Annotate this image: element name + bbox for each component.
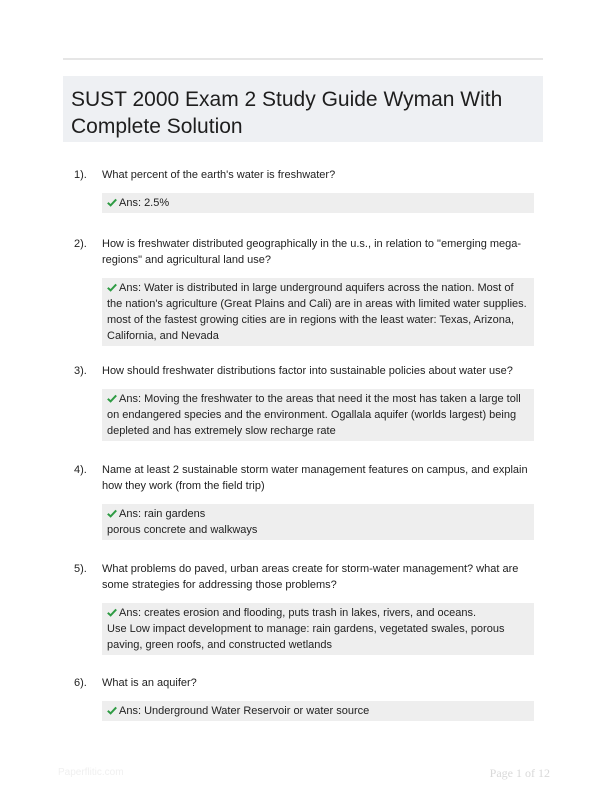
- page-title: SUST 2000 Exam 2 Study Guide Wyman With Complete Solution: [71, 88, 503, 138]
- question-item: [74, 363, 544, 441]
- answer-line: Ans: Underground Water Reservoir or water source: [107, 703, 529, 719]
- top-divider: [63, 58, 543, 60]
- question-text: Name at least 2 sustainable storm water management features on campus, and explain how they work (from the field trip): [102, 464, 528, 492]
- answer-line: Ans: creates erosion and flooding, puts trash in lakes, rivers, and oceans.: [107, 605, 529, 621]
- check-icon: [107, 509, 117, 518]
- question-text: What is an aquifer?: [102, 677, 197, 689]
- answer-line: Ans: 2.5%: [107, 195, 529, 211]
- answer-line: porous concrete and walkways: [107, 524, 258, 536]
- question-text: What problems do paved, urban areas create for storm-water management? what are some strategies for addressing those problems?: [102, 563, 519, 591]
- question-number: 1).: [74, 169, 87, 181]
- question-text: How is freshwater distributed geographically in the u.s., in relation to "emerging mega-regions" and agricultural land use?: [102, 238, 522, 266]
- answer-box: [102, 603, 534, 655]
- question-number: 6).: [74, 677, 87, 689]
- question-item: [74, 462, 544, 540]
- answer-line: Ans: rain gardens: [107, 506, 529, 522]
- answer-box: [102, 278, 534, 346]
- check-icon: [107, 706, 117, 715]
- check-icon: [107, 394, 117, 403]
- answer-line: Use Low impact development to manage: rain gardens, vegetated swales, porous paving, green roofs, and constructed wetlands: [107, 623, 505, 651]
- question-number: 2).: [74, 238, 87, 250]
- check-icon: [107, 608, 117, 617]
- answer-box: [102, 389, 534, 441]
- answer-box: [102, 701, 534, 721]
- page-number: Page 1 of 12: [489, 766, 550, 780]
- question-item: [74, 236, 544, 346]
- question-item: [74, 675, 544, 721]
- question-text: How should freshwater distributions factor into sustainable policies about water use?: [102, 365, 513, 377]
- answer-line: Ans: Moving the freshwater to the areas that need it the most has taken a large toll on endangered species and the environment. Ogallala aquifer (worlds largest) being depleted and has extremely slow recharge rate: [107, 393, 521, 437]
- check-icon: [107, 198, 117, 207]
- check-icon: [107, 283, 117, 292]
- question-item: [74, 561, 544, 655]
- title-banner: [63, 76, 543, 142]
- answer-box: [102, 504, 534, 540]
- answer-line: Ans: Water is distributed in large underground aquifers across the nation. Most of the nation's agriculture (Great Plains and Cali) are in areas with limited water supplies. most of the fastest growing cities are in regions with the least water: Texas, Arizona, California, and Nevada: [107, 282, 527, 342]
- question-text: What percent of the earth's water is freshwater?: [102, 169, 336, 181]
- answer-box: [102, 193, 534, 213]
- question-number: 5).: [74, 563, 87, 575]
- question-item: [74, 167, 544, 213]
- footer-watermark: Paperflitic.com: [58, 767, 124, 778]
- question-number: 4).: [74, 464, 87, 476]
- question-number: 3).: [74, 365, 87, 377]
